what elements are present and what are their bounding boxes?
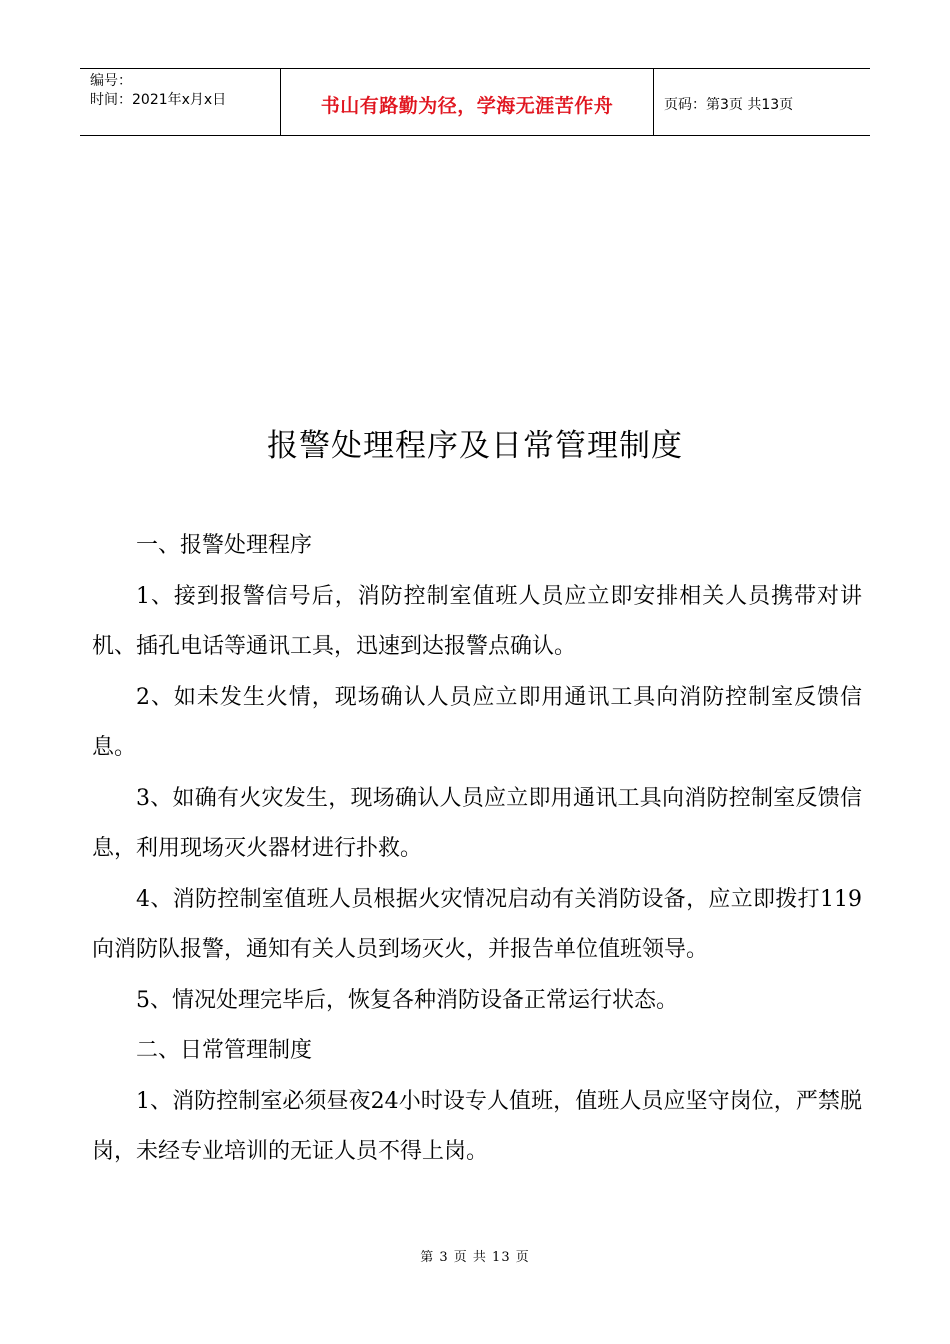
paragraph: 4、消防控制室值班人员根据火灾情况启动有关消防设备，应立即拨打119向消防队报警，通知有关人员到场灭火，并报告单位值班领导。	[92, 886, 862, 962]
header-page-info: 页码：第3页 共13页	[664, 97, 794, 113]
document-time-label: 时间：2021年x月x日	[90, 92, 227, 108]
header-motto: 书山有路勤为径，学海无涯苦作舟	[320, 94, 614, 117]
paragraph: 3、如确有火灾发生，现场确认人员应立即用通讯工具向消防控制室反馈信息，利用现场灭火器材进行扑救。	[92, 785, 862, 861]
page-footer: 第 3 页 共 13 页	[420, 1250, 530, 1265]
section-heading: 二、日常管理制度	[136, 1038, 313, 1063]
paragraph: 2、如未发生火情，现场确认人员应立即用通讯工具向消防控制室反馈信息。	[92, 684, 862, 760]
document-body	[92, 521, 862, 1178]
section-heading: 一、报警处理程序	[136, 533, 313, 558]
document-number-label: 编号：	[90, 73, 132, 89]
page-header	[80, 68, 870, 136]
paragraph: 1、接到报警信号后，消防控制室值班人员应立即安排相关人员携带对讲机、插孔电话等通讯工具，迅速到达报警点确认。	[92, 583, 862, 659]
header-page-cell	[654, 69, 870, 135]
header-motto-cell	[281, 69, 654, 135]
paragraph: 1、消防控制室必须昼夜24小时设专人值班，值班人员应坚守岗位，严禁脱岗，未经专业培训的无证人员不得上岗。	[92, 1088, 862, 1164]
header-meta-cell	[80, 69, 281, 135]
document-title: 报警处理程序及日常管理制度	[267, 428, 683, 464]
paragraph: 5、情况处理完毕后，恢复各种消防设备正常运行状态。	[136, 987, 678, 1013]
